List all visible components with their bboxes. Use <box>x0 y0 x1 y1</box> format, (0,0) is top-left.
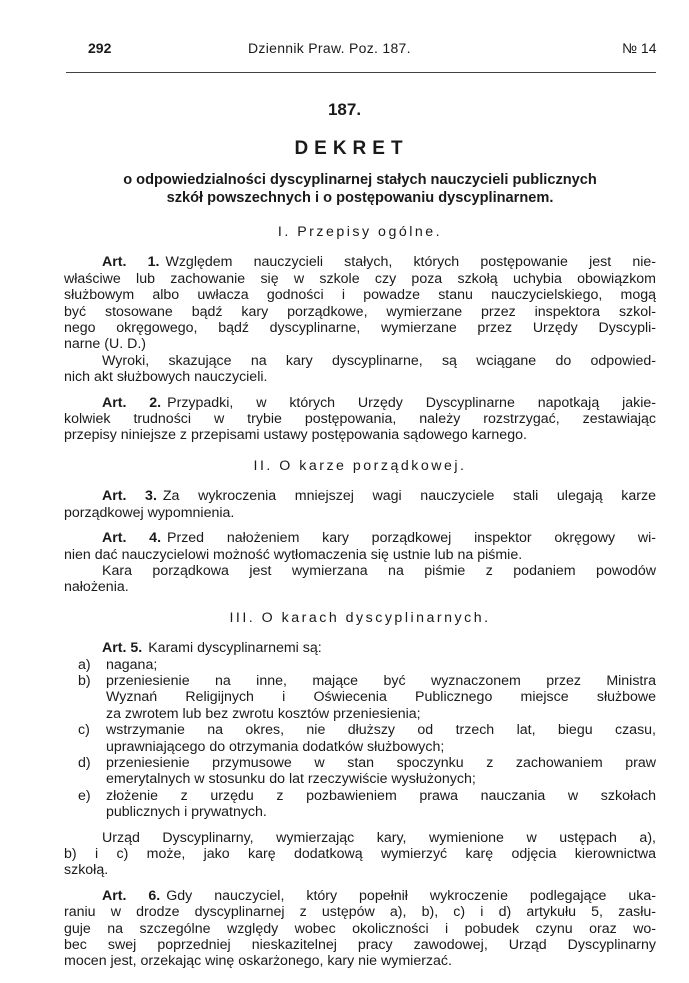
line-text: Wyznań Religijnych i Oświecenia Publicznego miejsce służbowe <box>106 689 656 706</box>
line-text: właściwe lub zachowanie się w szkole czy poza szkołą uchybia obowiązkom <box>64 270 656 287</box>
line-text: Wyroki, skazujące na kary dyscyplinarne, są wciągane do odpowied- <box>102 352 656 369</box>
text-line <box>106 673 656 689</box>
list-item <box>64 722 656 755</box>
text-line <box>64 640 656 656</box>
text-line <box>64 254 656 270</box>
article <box>64 254 656 352</box>
line-text: narne (U. D.) <box>64 336 146 353</box>
issue-number: № 14 <box>622 40 657 56</box>
text-line <box>64 411 656 427</box>
text-line <box>64 505 656 521</box>
line-text: guje na szczególne względy wobec okoliczności i pobudek czynu oraz wo- <box>64 920 656 937</box>
item-number: 187. <box>327 100 362 119</box>
article <box>64 488 656 521</box>
text-line <box>64 862 656 878</box>
paragraph <box>64 563 656 596</box>
list-item <box>64 673 656 722</box>
text-line <box>106 722 656 738</box>
line-text: przepisy niniejsze z przepisami ustawy postępowania sądowego karnego. <box>64 427 527 444</box>
text-line <box>64 921 656 937</box>
line-text: nien dać nauczycielowi możność wytłomaczenia się ustnie lub na piśmie. <box>64 546 523 563</box>
section-heading: I. Przepisy ogólne. <box>277 224 443 240</box>
list-item-label: b) <box>78 672 91 689</box>
line-text: Kara porządkowa jest wymierzana na piśmie z podaniem powodów <box>102 562 656 579</box>
text-line <box>106 771 656 787</box>
text-line <box>64 320 656 336</box>
document-heading: DEKRET <box>294 138 409 159</box>
header-rule <box>66 72 656 73</box>
line-text: za zwrotem lub bez zwrotu kosztów przeniesienia; <box>106 705 421 722</box>
article-number: Art. 2. <box>102 394 162 411</box>
line-text: Za wykroczenia mniejszej wagi nauczyciele stali ulegają karze <box>162 488 656 505</box>
article-number: Art. 4. <box>102 530 162 547</box>
line-text: raniu w drodze dyscyplinarnej z ustępów a), b), c) i d) artykułu 5, zasłu- <box>64 904 656 921</box>
text-line <box>106 755 656 771</box>
article-number: Art. 3. <box>102 488 157 505</box>
section-heading: II. O karze porządkowej. <box>253 457 467 474</box>
text-line <box>64 353 656 369</box>
line-text: b) i c) może, jako karę dodatkową wymierzyć karę odjęcia kierownictwa <box>64 846 656 862</box>
line-text: nałożenia. <box>64 579 129 596</box>
text-line <box>106 739 656 755</box>
line-text: Urząd Dyscyplinarny, wymierzając kary, wymienione w ustępach a), <box>102 829 656 846</box>
line-text: przeniesienie na inne, mające być wyznaczonem przez Ministra <box>106 672 656 689</box>
text-line <box>64 830 656 846</box>
text-line <box>64 579 656 595</box>
line-text: Przypadki, w których Urzędy Dyscyplinarne napotkają jakie- <box>167 394 656 411</box>
paragraph <box>64 353 656 386</box>
text-line <box>64 395 656 411</box>
text-line <box>64 271 656 287</box>
line-text: emerytalnych w stosunku do lat rzeczywiście wysłużonych; <box>106 771 476 788</box>
text-line <box>64 846 656 862</box>
text-line <box>64 547 656 563</box>
text-line <box>64 937 656 953</box>
text-line <box>64 369 656 385</box>
article <box>64 888 656 970</box>
list-item <box>64 755 656 788</box>
list-item-label: e) <box>78 787 91 804</box>
text-line <box>106 788 656 804</box>
text-line <box>64 304 656 320</box>
line-text: nich akt służbowych nauczycieli. <box>64 369 268 386</box>
line-text: Karami dyscyplinarnemi są: <box>148 640 322 657</box>
line-text: szkołą. <box>64 862 109 879</box>
text-line <box>106 657 656 673</box>
line-text: przeniesienie przymusowe w stan spoczynku z zachowaniem praw <box>106 754 656 771</box>
list-item <box>64 657 656 673</box>
line-text: wstrzymanie na okres, nie dłuższy od trzech lat, biegu czasu, <box>106 722 656 739</box>
subtitle-line: szkół powszechnych i o postępowaniu dyscyplinarnem. <box>166 190 554 206</box>
running-header <box>0 40 689 60</box>
section-heading: III. O karach dyscyplinarnych. <box>229 609 491 626</box>
line-text: Przed nałożeniem kary porządkowej inspektor okręgowy wi- <box>167 530 656 547</box>
line-text: nagana; <box>106 656 158 673</box>
line-text: służbowym albo uwłacza godności i powadze stanu nauczycielskiego, mogą <box>64 287 656 304</box>
list-item-label: c) <box>78 722 90 739</box>
document-body <box>64 224 656 979</box>
line-text: uprawniającego do otrzymania dodatków służbowych; <box>106 738 445 755</box>
text-line <box>64 888 656 904</box>
text-line <box>64 427 656 443</box>
text-line <box>106 804 656 820</box>
text-line <box>64 336 656 352</box>
text-line <box>106 689 656 705</box>
text-line <box>64 530 656 546</box>
line-text: Gdy nauczyciel, który popełnił wykroczenie podlegające uka- <box>166 887 656 904</box>
line-text: złożenie z urzędu z pozbawieniem prawa nauczania w szkołach <box>106 787 656 804</box>
article-number: Art. 6. <box>102 887 161 904</box>
paragraph <box>64 830 656 879</box>
list-item-label: d) <box>78 754 91 771</box>
text-line <box>64 953 656 969</box>
list-item-label: a) <box>78 656 91 673</box>
text-line <box>64 488 656 504</box>
text-line <box>64 904 656 920</box>
article-number: Art. 5. <box>102 640 143 657</box>
line-text: bec swej poprzedniej nieskazitelnej pracy zawodowej, Urząd Dyscyplinarny <box>64 937 656 954</box>
line-text: mocen jest, orzekając winę oskarżonego, kary nie wymierzać. <box>64 953 452 970</box>
text-line <box>64 287 656 303</box>
line-text: Względem nauczycieli stałych, których postępowanie jest nie- <box>165 254 656 271</box>
article-number: Art. 1. <box>102 254 160 271</box>
document-subtitle <box>60 171 660 207</box>
line-text: nego okręgowego, bądź dyscyplinarne, wymierzane przez Urzędy Dyscypli- <box>64 320 656 337</box>
line-text: być stosowane bądź kary porządkowe, wymierzane przez inspektora szkol- <box>64 303 656 320</box>
journal-title: Dziennik Praw. Poz. 187. <box>248 40 411 56</box>
page-number: 292 <box>88 40 112 56</box>
text-line <box>106 706 656 722</box>
list-item <box>64 788 656 821</box>
line-text: publicznych i prywatnych. <box>106 804 267 821</box>
line-text: kolwiek trudności w trybie postępowania, należy rozstrzygać, zestawiając <box>64 411 656 428</box>
article <box>64 640 656 656</box>
article <box>64 395 656 444</box>
subtitle-line: o odpowiedzialności dyscyplinarnej stałych nauczycieli publicznych <box>123 172 597 188</box>
article <box>64 530 656 563</box>
text-line <box>64 563 656 579</box>
line-text: porządkowej wypomnienia. <box>64 504 235 521</box>
